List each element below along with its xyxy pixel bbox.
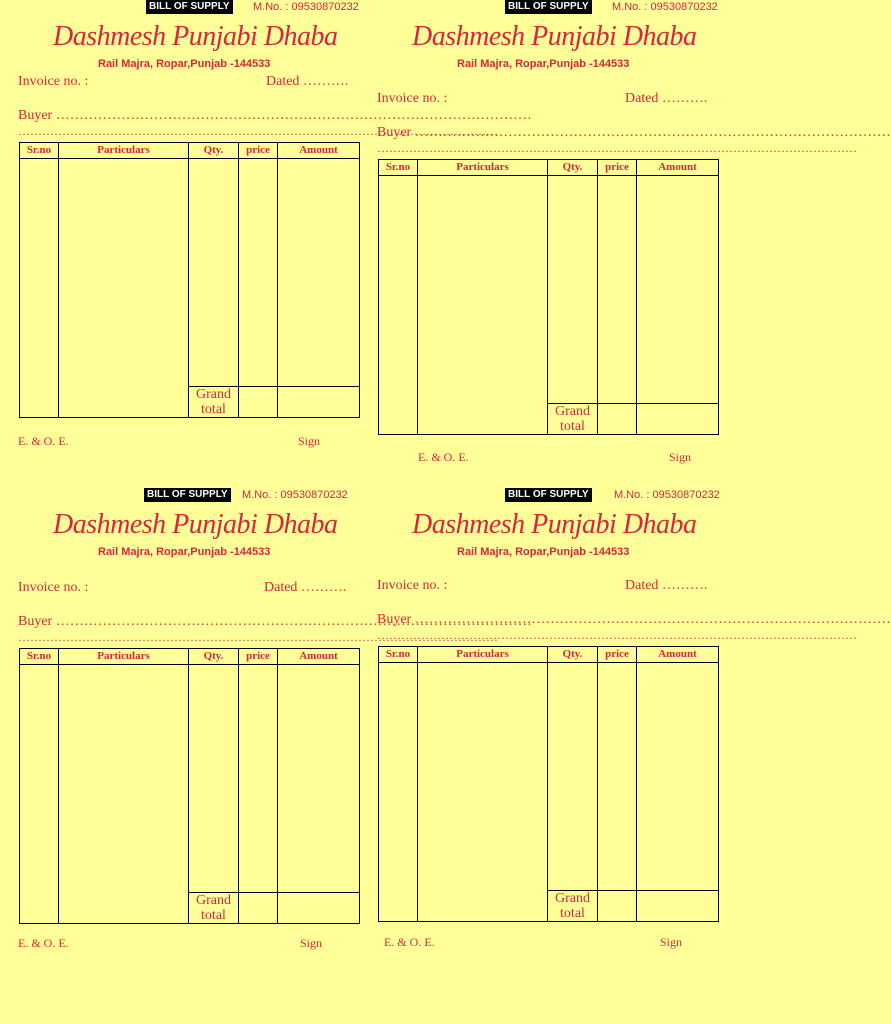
shop-title: Dashmesh Punjabi Dhaba (412, 509, 697, 540)
buyer-label: Buyer ………………………………………………………………………………………… (377, 612, 891, 627)
col-particulars: Particulars (418, 160, 548, 176)
cell-amount (278, 665, 360, 893)
col-amount: Amount (278, 143, 360, 159)
dated-label: Dated ………. (625, 91, 708, 106)
shop-address: Rail Majra, Ropar,Punjab -144533 (457, 546, 630, 558)
cell-particulars (59, 665, 189, 924)
bill-of-supply-tag: BILL OF SUPPLY (505, 0, 592, 14)
items-table (19, 142, 360, 418)
shop-title: Dashmesh Punjabi Dhaba (53, 509, 338, 540)
eoe-label: E. & O. E. (18, 434, 69, 448)
cell-qty (189, 159, 239, 387)
grand-total-label: Grand total (548, 404, 598, 435)
invoice-label: Invoice no. : (18, 74, 89, 89)
col-qty: Qty. (189, 649, 239, 665)
shop-title: Dashmesh Punjabi Dhaba (53, 21, 338, 52)
col-price: price (598, 160, 637, 176)
bill-bottom-left (18, 488, 532, 958)
bill-of-supply-tag: BILL OF SUPPLY (146, 0, 233, 14)
sign-label: Sign (660, 935, 683, 949)
invoice-label: Invoice no. : (377, 578, 448, 593)
grand-total-label: Grand total (189, 387, 239, 418)
grand-total-amount (637, 891, 719, 922)
mobile-number: M.No. : 09530870232 (614, 489, 720, 501)
col-particulars: Particulars (418, 647, 548, 663)
bill-of-supply-tag: BILL OF SUPPLY (505, 488, 592, 502)
cell-qty (548, 176, 598, 404)
col-amount: Amount (637, 647, 719, 663)
cell-amount (278, 159, 360, 387)
mobile-number: M.No. : 09530870232 (612, 1, 718, 13)
grand-total-price (598, 891, 637, 922)
grand-total-label: Grand total (548, 891, 598, 922)
table-header (20, 649, 360, 665)
dated-label: Dated ………. (266, 74, 349, 89)
grand-total-label: Grand total (189, 893, 239, 924)
col-qty: Qty. (548, 647, 598, 663)
grand-total-amount (278, 387, 360, 418)
col-price: price (239, 143, 278, 159)
cell-srno (379, 176, 418, 435)
buyer-label: Buyer ………………………………………………………………………………………… (18, 614, 532, 629)
col-qty: Qty. (189, 143, 239, 159)
table-header (379, 160, 719, 176)
col-price: price (239, 649, 278, 665)
grand-total-amount (278, 893, 360, 924)
eoe-label: E. & O. E. (418, 450, 469, 464)
buyer-label: Buyer ………………………………………………………………………………………… (377, 125, 891, 140)
grand-total-amount (637, 404, 719, 435)
dotted-line: ………………………………………………………………………………………………………… (377, 628, 857, 642)
cell-qty (189, 665, 239, 893)
cell-particulars (418, 176, 548, 435)
sign-label: Sign (669, 450, 692, 464)
items-table (378, 159, 719, 435)
cell-price (239, 159, 278, 387)
dotted-line: ………………………………………………………………………………………………………… (377, 141, 857, 155)
col-srno: Sr.no (379, 647, 418, 663)
cell-srno (379, 663, 418, 922)
cell-price (239, 665, 278, 893)
sign-label: Sign (300, 936, 323, 950)
table-body-row (20, 159, 360, 387)
cell-price (598, 663, 637, 891)
table-body-row (379, 176, 719, 404)
mobile-number: M.No. : 09530870232 (253, 1, 359, 13)
cell-price (598, 176, 637, 404)
grand-total-price (598, 404, 637, 435)
col-amount: Amount (637, 160, 719, 176)
bill-top-left (18, 0, 532, 470)
bill-of-supply-tag: BILL OF SUPPLY (144, 488, 231, 502)
eoe-label: E. & O. E. (18, 936, 69, 950)
grand-total-price (239, 387, 278, 418)
col-particulars: Particulars (59, 649, 189, 665)
dated-label: Dated ………. (625, 578, 708, 593)
shop-address: Rail Majra, Ropar,Punjab -144533 (98, 58, 271, 70)
cell-particulars (418, 663, 548, 922)
dotted-line: ………………………………………………………………………………………………………… (18, 630, 498, 644)
bill-bottom-right (377, 488, 891, 958)
col-qty: Qty. (548, 160, 598, 176)
table-header (379, 647, 719, 663)
col-price: price (598, 647, 637, 663)
dated-label: Dated ………. (264, 580, 347, 595)
sign-label: Sign (298, 434, 321, 448)
col-srno: Sr.no (379, 160, 418, 176)
dotted-line: ………………………………………………………………………………………………………… (18, 124, 498, 138)
col-srno: Sr.no (20, 649, 59, 665)
shop-title: Dashmesh Punjabi Dhaba (412, 21, 697, 52)
table-header (20, 143, 360, 159)
shop-address: Rail Majra, Ropar,Punjab -144533 (457, 58, 630, 70)
items-table (19, 648, 360, 924)
table-body-row (379, 663, 719, 891)
items-table (378, 646, 719, 922)
eoe-label: E. & O. E. (384, 935, 435, 949)
mobile-number: M.No. : 09530870232 (242, 489, 348, 501)
shop-address: Rail Majra, Ropar,Punjab -144533 (98, 546, 271, 558)
bill-top-right (377, 0, 891, 470)
invoice-label: Invoice no. : (377, 91, 448, 106)
grand-total-price (239, 893, 278, 924)
col-srno: Sr.no (20, 143, 59, 159)
cell-srno (20, 159, 59, 418)
buyer-label: Buyer ………………………………………………………………………………………… (18, 108, 532, 123)
col-amount: Amount (278, 649, 360, 665)
cell-qty (548, 663, 598, 891)
cell-srno (20, 665, 59, 924)
cell-particulars (59, 159, 189, 418)
col-particulars: Particulars (59, 143, 189, 159)
cell-amount (637, 176, 719, 404)
cell-amount (637, 663, 719, 891)
invoice-label: Invoice no. : (18, 580, 89, 595)
table-body-row (20, 665, 360, 893)
